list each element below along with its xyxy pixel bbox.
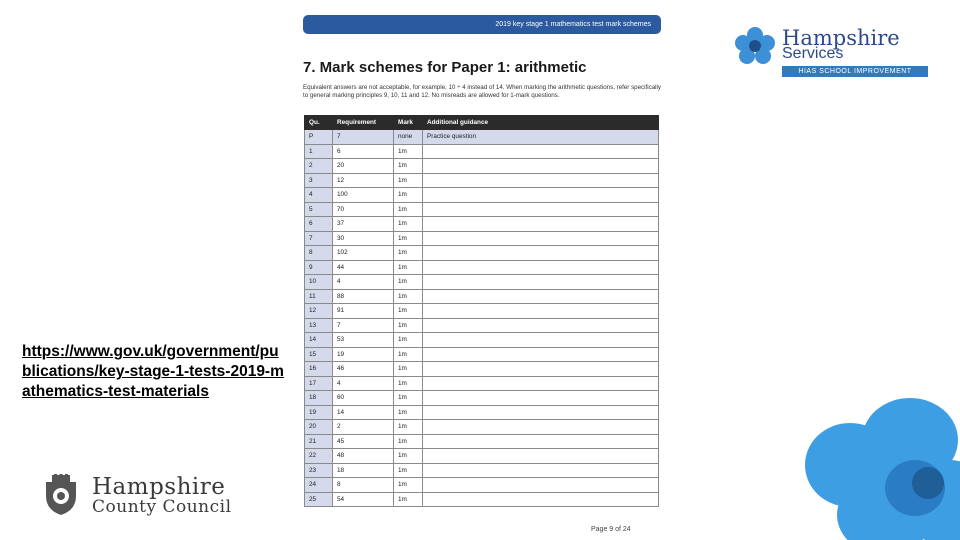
table-row — [305, 188, 659, 203]
cell-qu: 19 — [305, 405, 333, 420]
table-row — [305, 420, 659, 435]
cell-guidance — [423, 173, 659, 188]
cell-mark: 1m — [394, 202, 423, 217]
table-row — [305, 159, 659, 174]
cell-mark: 1m — [394, 260, 423, 275]
cell-mark: 1m — [394, 304, 423, 319]
cell-mark: 1m — [394, 159, 423, 174]
hias-bar: HIAS SCHOOL IMPROVEMENT — [782, 66, 928, 77]
cell-qu: 3 — [305, 173, 333, 188]
cell-guidance — [423, 202, 659, 217]
cell-requirement: 4 — [333, 376, 394, 391]
cell-qu: 18 — [305, 391, 333, 406]
document-title: 7. Mark schemes for Paper 1: arithmetic — [303, 59, 587, 76]
cell-guidance — [423, 347, 659, 362]
cell-requirement: 30 — [333, 231, 394, 246]
table-row — [305, 246, 659, 261]
cell-mark: 1m — [394, 362, 423, 377]
page-number: Page 9 of 24 — [591, 526, 631, 533]
crest-icon — [40, 474, 82, 516]
cell-qu: 1 — [305, 144, 333, 159]
cell-qu: 13 — [305, 318, 333, 333]
table-row — [305, 333, 659, 348]
cell-mark: 1m — [394, 188, 423, 203]
cell-guidance — [423, 318, 659, 333]
cell-guidance — [423, 420, 659, 435]
cell-requirement: 45 — [333, 434, 394, 449]
hampshire-county-council-logo — [40, 474, 250, 520]
cell-guidance — [423, 391, 659, 406]
cell-guidance — [423, 463, 659, 478]
cell-requirement: 6 — [333, 144, 394, 159]
cell-qu: 7 — [305, 231, 333, 246]
cell-requirement: 14 — [333, 405, 394, 420]
cell-requirement: 7 — [333, 130, 394, 145]
cell-qu: 12 — [305, 304, 333, 319]
header-qu: Qu. — [305, 116, 333, 130]
cell-requirement: 7 — [333, 318, 394, 333]
header-mark: Mark — [394, 116, 423, 130]
document-intro: Equivalent answers are not acceptable, for example, 10 ÷ 4 instead of 14. When marking the arithmetic questions, refer specifically to general marking principles 9, 10, 11 and 12. No misreads are allowed for 1-mark questions. — [303, 84, 661, 99]
table-row — [305, 318, 659, 333]
table-row — [305, 289, 659, 304]
cell-guidance — [423, 246, 659, 261]
cell-mark: 1m — [394, 289, 423, 304]
cell-mark: 1m — [394, 391, 423, 406]
table-row — [305, 463, 659, 478]
cell-qu: P — [305, 130, 333, 145]
table-row — [305, 405, 659, 420]
cell-mark: 1m — [394, 231, 423, 246]
cell-qu: 25 — [305, 492, 333, 507]
cell-mark: 1m — [394, 144, 423, 159]
table-row — [305, 347, 659, 362]
mark-scheme-table — [304, 115, 659, 507]
cell-guidance — [423, 492, 659, 507]
hampshire-services-subtitle: Services — [782, 45, 844, 62]
hcc-name-line1: Hampshire — [92, 474, 226, 500]
cell-qu: 2 — [305, 159, 333, 174]
cell-mark: 1m — [394, 434, 423, 449]
cell-mark: 1m — [394, 217, 423, 232]
cell-mark: 1m — [394, 420, 423, 435]
decorative-flower-icon — [790, 395, 960, 540]
cell-requirement: 91 — [333, 304, 394, 319]
cell-guidance — [423, 289, 659, 304]
hcc-name-line2: County Council — [92, 497, 232, 517]
cell-guidance — [423, 260, 659, 275]
cell-requirement: 4 — [333, 275, 394, 290]
cell-mark: 1m — [394, 449, 423, 464]
table-row — [305, 231, 659, 246]
cell-requirement: 88 — [333, 289, 394, 304]
cell-guidance — [423, 333, 659, 348]
cell-requirement: 60 — [333, 391, 394, 406]
table-row — [305, 202, 659, 217]
table-header-row — [305, 116, 659, 130]
table-row — [305, 362, 659, 377]
cell-qu: 21 — [305, 434, 333, 449]
cell-qu: 15 — [305, 347, 333, 362]
cell-mark: 1m — [394, 246, 423, 261]
cell-guidance — [423, 144, 659, 159]
table-row — [305, 391, 659, 406]
flower-icon — [732, 26, 778, 66]
cell-mark: 1m — [394, 376, 423, 391]
cell-requirement: 100 — [333, 188, 394, 203]
cell-mark: 1m — [394, 463, 423, 478]
document-page — [303, 15, 661, 533]
cell-qu: 5 — [305, 202, 333, 217]
header-requirement: Requirement — [333, 116, 394, 130]
cell-guidance — [423, 275, 659, 290]
cell-qu: 10 — [305, 275, 333, 290]
cell-requirement: 102 — [333, 246, 394, 261]
cell-requirement: 37 — [333, 217, 394, 232]
cell-requirement: 48 — [333, 449, 394, 464]
source-link[interactable]: https://www.gov.uk/government/publications/key-stage-1-tests-2019-mathematics-test-materials — [22, 343, 284, 400]
cell-requirement: 12 — [333, 173, 394, 188]
cell-requirement: 18 — [333, 463, 394, 478]
cell-qu: 24 — [305, 478, 333, 493]
cell-requirement: 20 — [333, 159, 394, 174]
cell-guidance — [423, 478, 659, 493]
cell-mark: 1m — [394, 275, 423, 290]
table-row — [305, 144, 659, 159]
practice-row — [305, 130, 659, 145]
cell-mark: 1m — [394, 405, 423, 420]
table-row — [305, 304, 659, 319]
cell-requirement: 8 — [333, 478, 394, 493]
cell-qu: 9 — [305, 260, 333, 275]
cell-guidance — [423, 434, 659, 449]
cell-qu: 16 — [305, 362, 333, 377]
table-row — [305, 449, 659, 464]
cell-requirement: 46 — [333, 362, 394, 377]
cell-requirement: 54 — [333, 492, 394, 507]
cell-requirement: 2 — [333, 420, 394, 435]
cell-qu: 4 — [305, 188, 333, 203]
cell-mark: none — [394, 130, 423, 145]
table-row — [305, 173, 659, 188]
hampshire-services-title: Hampshire — [782, 26, 900, 50]
cell-guidance — [423, 362, 659, 377]
cell-qu: 11 — [305, 289, 333, 304]
cell-requirement: 44 — [333, 260, 394, 275]
cell-qu: 20 — [305, 420, 333, 435]
cell-qu: 22 — [305, 449, 333, 464]
cell-guidance — [423, 188, 659, 203]
header-additional-guidance: Additional guidance — [423, 116, 659, 130]
cell-guidance — [423, 159, 659, 174]
table-row — [305, 275, 659, 290]
cell-guidance — [423, 405, 659, 420]
table-row — [305, 434, 659, 449]
cell-guidance — [423, 217, 659, 232]
cell-mark: 1m — [394, 492, 423, 507]
cell-mark: 1m — [394, 318, 423, 333]
hampshire-services-logo — [732, 26, 932, 78]
table-row — [305, 376, 659, 391]
cell-guidance — [423, 376, 659, 391]
cell-requirement: 19 — [333, 347, 394, 362]
cell-mark: 1m — [394, 478, 423, 493]
cell-qu: 8 — [305, 246, 333, 261]
document-header-bar: 2019 key stage 1 mathematics test mark schemes — [303, 15, 661, 34]
cell-qu: 6 — [305, 217, 333, 232]
table-row — [305, 217, 659, 232]
cell-mark: 1m — [394, 173, 423, 188]
table-row — [305, 492, 659, 507]
cell-requirement: 70 — [333, 202, 394, 217]
cell-qu: 17 — [305, 376, 333, 391]
cell-qu: 14 — [305, 333, 333, 348]
cell-mark: 1m — [394, 333, 423, 348]
cell-guidance — [423, 449, 659, 464]
cell-guidance — [423, 304, 659, 319]
table-row — [305, 478, 659, 493]
table-row — [305, 260, 659, 275]
cell-guidance — [423, 231, 659, 246]
cell-requirement: 53 — [333, 333, 394, 348]
cell-qu: 23 — [305, 463, 333, 478]
cell-guidance: Practice question — [423, 130, 659, 145]
cell-mark: 1m — [394, 347, 423, 362]
